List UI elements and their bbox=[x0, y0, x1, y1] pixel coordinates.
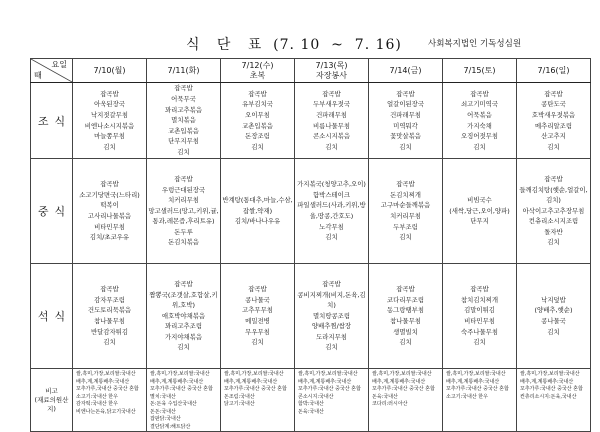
menu-item: 참나물무침 bbox=[94, 317, 125, 325]
menu-item: 김치 bbox=[325, 233, 338, 242]
origin-item: 꼬추가루,국내산 중국산 혼합 bbox=[76, 386, 139, 392]
menu-item: 아삭이고추고추장무침 bbox=[522, 206, 585, 215]
origin-item: 쌀,흑미,가장,보리쌀:국내산 bbox=[298, 371, 358, 377]
menu-item: 교촌입볶음 bbox=[242, 121, 273, 130]
origin-note-cell bbox=[295, 369, 369, 432]
menu-item: 낙지덮밥 bbox=[541, 295, 566, 304]
origin-item: 꼬추가루:국내산 중국산 혼합 bbox=[224, 386, 287, 392]
corner-meal-label: 때 bbox=[34, 71, 42, 80]
origin-note-cell bbox=[369, 369, 443, 432]
menu-item: 고구마순들깨볶음 bbox=[380, 201, 431, 210]
menu-item: 김치 bbox=[325, 343, 338, 352]
origin-item: 콘소시지:국내산 bbox=[298, 393, 334, 400]
menu-item: 낙지젓갈무침 bbox=[90, 110, 129, 119]
origin-item: 비엔나는돈육,닭고기국내산 bbox=[76, 408, 136, 415]
origin-list bbox=[150, 371, 218, 431]
menu-list bbox=[73, 284, 146, 348]
menu-item: 김치 bbox=[177, 343, 190, 352]
origin-item: 돈돈:국내산 bbox=[150, 408, 176, 415]
menu-item: 호박새우젓볶음 bbox=[531, 110, 576, 119]
menu-list bbox=[221, 195, 294, 227]
origin-item: 결단닭계:해트닭산 bbox=[150, 423, 191, 430]
menu-item: 김치 bbox=[251, 338, 264, 347]
menu-item: 콩나물국 bbox=[245, 295, 270, 304]
dinner-row bbox=[31, 264, 591, 369]
menu-item: 두부새우젓국 bbox=[312, 100, 351, 109]
origin-item: 돈:돈육 수입산국내산 bbox=[150, 401, 197, 407]
menu-item: 잡곡밥 bbox=[100, 180, 119, 189]
menu-item: (양배추,햇순) bbox=[534, 306, 573, 315]
day-date: 7/15(토) bbox=[463, 65, 496, 75]
menu-item: 잡곡밥 bbox=[100, 89, 119, 98]
day-header bbox=[73, 59, 147, 83]
menu-item: 잡곡밥 bbox=[470, 89, 489, 98]
breakfast-menu-cell bbox=[73, 83, 147, 159]
lunch-menu-cell bbox=[221, 159, 295, 264]
origin-item: 배추,계,계통배추:국내산 bbox=[150, 378, 204, 385]
day-event: 자장봉사 bbox=[316, 70, 347, 80]
notes-label bbox=[31, 369, 73, 432]
dinner-menu-cell bbox=[295, 264, 369, 369]
menu-item: 멸치볶음 bbox=[171, 116, 196, 125]
menu-item: 소고기당면국(느타리) bbox=[79, 190, 140, 199]
menu-item: 메추리알조림 bbox=[534, 121, 573, 130]
origin-item: 돈육:국내산 bbox=[298, 408, 324, 415]
origin-item: 잡판닭:국내산 bbox=[150, 416, 181, 422]
origin-item: 돈육:국내산 bbox=[372, 393, 398, 400]
day-header bbox=[295, 59, 369, 83]
menu-item: 참치김치찌개 bbox=[460, 295, 499, 304]
origin-list bbox=[224, 371, 292, 409]
breakfast-row bbox=[31, 83, 591, 159]
menu-item: 짬뽕국(조갯살,호합살,키위,호박) bbox=[149, 290, 218, 310]
menu-item: 단무지무침 bbox=[168, 137, 199, 146]
dinner-menu-cell bbox=[517, 264, 591, 369]
menu-item: 쇠고기미역국 bbox=[460, 100, 499, 109]
menu-list bbox=[73, 89, 146, 153]
menu-item: 김치 bbox=[325, 142, 338, 151]
menu-item: 컨츄리소시지조림 bbox=[528, 217, 579, 226]
menu-item: 비름나물무침 bbox=[312, 121, 351, 130]
menu-list bbox=[369, 89, 442, 153]
menu-item: 오이무침 bbox=[245, 110, 270, 119]
notes-label-line2: (재료의원산지) bbox=[34, 395, 69, 413]
menu-list bbox=[295, 89, 368, 153]
menu-item: 아욱된장국 bbox=[94, 100, 125, 109]
day-event: 초복 bbox=[249, 70, 266, 80]
menu-item: 김말이튀김 bbox=[464, 306, 495, 315]
menu-item: 건파래무침 bbox=[316, 110, 347, 119]
menu-item: 잡곡밥 bbox=[396, 89, 415, 98]
day-date: 7/10(월) bbox=[93, 65, 126, 75]
corner-cell bbox=[31, 59, 73, 83]
menu-item: 김치 bbox=[103, 338, 116, 347]
day-header bbox=[221, 59, 295, 83]
menu-item: 어묵볶음 bbox=[467, 110, 492, 119]
menu-item: 숙주나물무침 bbox=[460, 327, 499, 336]
origin-item: 배추,계,계통배추:국내산 bbox=[76, 378, 130, 385]
breakfast-menu-cell bbox=[517, 83, 591, 159]
notes-label-line1: 비고 bbox=[45, 386, 58, 395]
menu-item: 어묵무국 bbox=[171, 95, 196, 104]
lunch-menu-cell bbox=[147, 159, 221, 264]
origin-item: 쌀,흑미,가장,보리쌀:국내산 bbox=[150, 371, 210, 377]
menu-item: 가지볶국(청양고추,오이) bbox=[297, 180, 366, 189]
menu-item: 잡곡밥 bbox=[174, 84, 193, 93]
menu-item: 꽈리고추볶음 bbox=[164, 105, 203, 114]
menu-list bbox=[517, 295, 590, 337]
lunch-menu-cell bbox=[73, 159, 147, 264]
header-row bbox=[31, 59, 591, 83]
origin-item: 꼬추가루:국내산 중국산 혼합 bbox=[150, 386, 213, 392]
menu-item: 꽃맛살볶음 bbox=[390, 132, 421, 141]
menu-item: 무우무침 bbox=[245, 327, 270, 336]
menu-list bbox=[147, 174, 220, 248]
origin-list bbox=[76, 371, 144, 416]
menu-item: 김치/바나나우유 bbox=[234, 217, 281, 226]
menu-item: (새싹,당근,오이,양파) bbox=[449, 206, 510, 215]
menu-item: 오징어젓무침 bbox=[460, 132, 499, 141]
menu-item: 잡곡밥 bbox=[544, 174, 563, 183]
origin-item: 감자떡:국내산 한우 bbox=[76, 401, 118, 407]
menu-item: 김치 bbox=[177, 147, 190, 156]
menu-list bbox=[147, 83, 220, 157]
menu-item: 콩비지찌개(비지,돈육,김치) bbox=[297, 290, 366, 310]
menu-list bbox=[221, 284, 294, 348]
menu-item: 감자무조림 bbox=[94, 295, 125, 304]
menu-item: 참나물무침 bbox=[390, 317, 421, 325]
menu-item: 비타민무침 bbox=[464, 317, 495, 325]
origin-item: 소고기:국내산 한우 bbox=[76, 393, 118, 400]
meal-label-dinner: 석식 bbox=[31, 264, 73, 369]
menu-list bbox=[443, 195, 516, 227]
menu-item: 김치 bbox=[399, 338, 412, 347]
menu-list bbox=[221, 89, 294, 153]
menu-item: 잡곡밥 bbox=[100, 285, 119, 294]
menu-item: 김치 bbox=[251, 142, 264, 151]
organization-name: 사회복지법인 기독성심원 bbox=[428, 39, 522, 49]
origin-item: 소고기:국내산 한우 bbox=[446, 393, 488, 400]
menu-item: 동그랑땡부침 bbox=[386, 306, 425, 315]
menu-list bbox=[147, 279, 220, 353]
menu-item: 김치 bbox=[473, 338, 486, 347]
meal-label-lunch: 중식 bbox=[31, 159, 73, 264]
menu-item: 노각무침 bbox=[319, 222, 344, 231]
menu-item: 잡곡밥 bbox=[174, 174, 193, 183]
day-date: 7/11(화) bbox=[167, 65, 200, 75]
origin-item: 배추,계,계통배추:국내산 bbox=[372, 378, 426, 385]
origin-item: 꼬추가루:국내산 중국산 혼합 bbox=[520, 386, 583, 392]
dinner-menu-cell bbox=[73, 264, 147, 369]
menu-item: 코다리무조림 bbox=[386, 295, 425, 304]
day-date: 7/12(수) bbox=[241, 60, 274, 70]
menu-list bbox=[517, 174, 590, 248]
menu-item: 애호박야채볶음 bbox=[161, 311, 206, 320]
menu-item: 비빔국수 bbox=[467, 196, 492, 205]
menu-item: 우렁근대된장국 bbox=[161, 185, 206, 194]
origin-item: 쌀,흑미,가장,보리쌀:국내산 bbox=[372, 371, 432, 377]
menu-item: 반계탕(통대추,마늘,수삼,잡쌀,약재) bbox=[222, 196, 293, 215]
menu-item: 가지야채볶음 bbox=[164, 332, 203, 341]
menu-item: 고추무무침 bbox=[242, 306, 273, 315]
origin-note-cell bbox=[221, 369, 295, 432]
menu-list bbox=[369, 179, 442, 243]
dinner-menu-cell bbox=[147, 264, 221, 369]
menu-item: 콘소시지볶음 bbox=[312, 132, 351, 141]
menu-item: 교촌입볶음 bbox=[168, 126, 199, 135]
menu-item: 함박스테이크 bbox=[312, 190, 351, 199]
menu-item: 콩나물국 bbox=[541, 317, 566, 325]
breakfast-menu-cell bbox=[295, 83, 369, 159]
origin-item: 함박:국내산 bbox=[298, 401, 324, 407]
menu-item: 돈김치찌개 bbox=[390, 190, 421, 199]
day-header bbox=[369, 59, 443, 83]
menu-table bbox=[30, 58, 591, 432]
menu-item: 산고추지 bbox=[541, 132, 566, 141]
menu-item: 단무지 bbox=[470, 217, 489, 226]
menu-item: 잡곡밥 bbox=[248, 89, 267, 98]
menu-item: 치커리무침 bbox=[168, 196, 199, 205]
origin-note-cell bbox=[73, 369, 147, 432]
menu-item: 양배추찜/쌈장 bbox=[311, 322, 352, 331]
origin-note-cell bbox=[517, 369, 591, 432]
menu-item: 돈두루 bbox=[174, 227, 193, 236]
day-header bbox=[147, 59, 221, 83]
day-date: 7/14(금) bbox=[389, 65, 422, 75]
origin-item: 배추,계,계통배추:국내산 bbox=[224, 378, 278, 385]
menu-item: 마늘쫑무침 bbox=[94, 132, 125, 141]
breakfast-menu-cell bbox=[147, 83, 221, 159]
menu-list bbox=[517, 89, 590, 153]
lunch-menu-cell bbox=[295, 159, 369, 264]
origin-item: 쌀,흑미,가장,보리쌀:국내산 bbox=[520, 371, 580, 377]
menu-item: 파일샐러드(사과,키위,방울,땅콩,간호도) bbox=[297, 201, 366, 220]
menu-item: 잡곡밥 bbox=[322, 279, 341, 288]
menu-item: 김치 bbox=[547, 142, 560, 151]
origin-note-cell bbox=[443, 369, 517, 432]
menu-item: 돌자반 bbox=[544, 227, 563, 236]
page-title: 식 단 표 (7. 10 ~ 7. 16) bbox=[186, 37, 402, 53]
origin-item: 쌀,흑미,가장,보리쌀:국내산 bbox=[224, 371, 284, 377]
origin-item: 돈조림:국내산 bbox=[224, 393, 255, 400]
dinner-menu-cell bbox=[221, 264, 295, 369]
menu-item: 멸치땅콩조림 bbox=[312, 311, 351, 320]
menu-item: 망고샐러드(망고,키위,귤,통과,레몬즙,후리트유) bbox=[148, 206, 219, 226]
notes-row bbox=[31, 369, 591, 432]
menu-item: 가지숙채 bbox=[467, 121, 492, 130]
menu-item: 잡곡밥 bbox=[544, 89, 563, 98]
origin-item: 꼬추가루:국내산 중국산 혼합 bbox=[298, 386, 361, 392]
menu-item: 치커리무침 bbox=[390, 212, 421, 220]
menu-item: 미역뭐각 bbox=[393, 121, 418, 130]
menu-item: 잡곡밥 bbox=[322, 89, 341, 98]
day-header bbox=[443, 59, 517, 83]
menu-item: 비타민무침 bbox=[94, 222, 125, 231]
lunch-menu-cell bbox=[443, 159, 517, 264]
lunch-menu-cell bbox=[517, 159, 591, 264]
corner-day-label: 요일 bbox=[51, 60, 67, 69]
menu-list bbox=[443, 284, 516, 348]
origin-item: 배추,계,계통배추:국내산 bbox=[520, 378, 574, 385]
meal-label-breakfast: 조식 bbox=[31, 83, 73, 159]
breakfast-menu-cell bbox=[369, 83, 443, 159]
menu-list bbox=[295, 279, 368, 353]
origin-note-cell bbox=[147, 369, 221, 432]
day-date: 7/16(일) bbox=[537, 65, 570, 75]
menu-item: 잡곡밥 bbox=[174, 279, 193, 288]
menu-item: 김치/초코우유 bbox=[89, 233, 130, 242]
origin-list bbox=[298, 371, 366, 416]
menu-item: 김치 bbox=[547, 238, 560, 247]
origin-item: 코다리:러시아산 bbox=[372, 401, 408, 407]
menu-item: 건파래무침 bbox=[390, 110, 421, 119]
lunch-row bbox=[31, 159, 591, 264]
menu-item: 얼갈이된장국 bbox=[386, 100, 425, 109]
menu-item: 유부김치국 bbox=[242, 100, 273, 109]
origin-item: 꼬추가루:국내산 중국산 혼합 bbox=[446, 386, 509, 392]
menu-item: 잡곡밥 bbox=[470, 285, 489, 294]
origin-item: 닭고기:국내산 bbox=[224, 401, 255, 407]
breakfast-menu-cell bbox=[221, 83, 295, 159]
menu-item: 들깨김치탕(햇순,얼갈이,김치) bbox=[519, 185, 588, 205]
menu-item: 떡복이 bbox=[100, 201, 119, 210]
menu-list bbox=[369, 284, 442, 348]
breakfast-menu-cell bbox=[443, 83, 517, 159]
menu-item: 두부조림 bbox=[393, 222, 418, 231]
origin-item: 배추,계,계통배추:국내산 bbox=[446, 378, 500, 385]
menu-item: 김치 bbox=[473, 142, 486, 151]
origin-item: 쌀,흑미,가장,보리쌀:국내산 bbox=[446, 371, 506, 377]
menu-item: 생멸빌치 bbox=[393, 327, 418, 336]
origin-item: 컨츄리소시지:돈육,국내산 bbox=[520, 393, 577, 400]
day-date: 7/13(목) bbox=[315, 60, 348, 70]
origin-item: 멸치:국내산 bbox=[150, 393, 176, 400]
menu-list bbox=[443, 89, 516, 153]
menu-item: 반달감자튀김 bbox=[90, 327, 129, 336]
menu-item: 비엔나소시지볶음 bbox=[84, 121, 135, 130]
menu-item: 돈장조림 bbox=[245, 132, 270, 141]
origin-item: 쌀,흑미,가장,보리쌀:국내산 bbox=[76, 371, 136, 377]
origin-item: 배추,계,계통배추:국내산 bbox=[298, 378, 352, 385]
lunch-menu-cell bbox=[369, 159, 443, 264]
origin-list bbox=[446, 371, 514, 401]
menu-list bbox=[295, 179, 368, 243]
menu-item: 꽈리고추조림 bbox=[164, 322, 203, 331]
menu-item: 콩탄도국 bbox=[541, 100, 566, 109]
menu-item: 도라지무침 bbox=[316, 332, 347, 341]
menu-item: 김치 bbox=[399, 233, 412, 242]
dinner-menu-cell bbox=[443, 264, 517, 369]
menu-item: 잡곡밥 bbox=[396, 285, 415, 294]
menu-item: 잡곡밥 bbox=[248, 285, 267, 294]
menu-item: 김치 bbox=[399, 142, 412, 151]
menu-list bbox=[73, 179, 146, 243]
menu-item: 돈김치볶음 bbox=[168, 238, 199, 247]
day-header bbox=[517, 59, 591, 83]
menu-item: 건도토리묵볶음 bbox=[87, 306, 132, 315]
menu-item: 메밀전병 bbox=[245, 317, 270, 325]
origin-list bbox=[520, 371, 588, 401]
menu-item: 김치 bbox=[103, 142, 116, 151]
origin-item: 꼬추가루:국내산 중국산 혼합 bbox=[372, 386, 435, 392]
menu-item: 잡곡밥 bbox=[396, 180, 415, 189]
origin-list bbox=[372, 371, 440, 409]
menu-item: 고사리나물볶음 bbox=[87, 212, 132, 220]
menu-item: 김치 bbox=[547, 327, 560, 336]
dinner-menu-cell bbox=[369, 264, 443, 369]
